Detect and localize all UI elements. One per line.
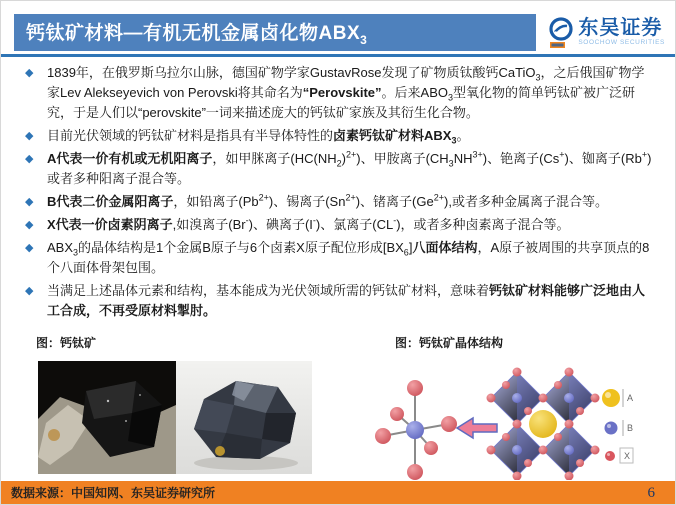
legend-item-x — [605, 448, 633, 463]
data-source-text: 数据来源：中国知网、东吴证券研究所 — [11, 486, 216, 500]
bullet-list — [23, 63, 655, 324]
figure-caption-structure: 图：钙钛矿晶体结构 — [395, 336, 504, 350]
logo-en: SOOCHOW SECURITIES — [578, 39, 665, 46]
bullet-item — [23, 63, 655, 123]
a-site-sphere — [529, 410, 557, 438]
bullet-text: X代表一价卤素阴离子,如溴离子(Br-)、碘离子(I-)、氯离子(CL-)，或者多种卤素离子混合等。 — [47, 215, 570, 232]
page-title: 钙钛矿材料—有机无机金属卤化物$ABX_3$ — [26, 23, 368, 47]
footer-bar — [1, 481, 676, 504]
diamond-bullet-icon: ◆ — [25, 219, 34, 231]
soochow-logo-icon — [547, 17, 575, 56]
diamond-bullet-icon: ◆ — [25, 285, 34, 297]
bullet-text: 目前光伏领域的钙钛矿材料是指具有半导体特性的卤素钙钛矿材料$ABX_3$。 — [47, 128, 470, 146]
mineral-photo-light — [176, 361, 312, 474]
brand-logo — [547, 17, 665, 56]
logo-text — [578, 17, 665, 46]
header-bar — [14, 14, 536, 51]
bullet-item — [23, 281, 655, 321]
bullet-item — [23, 215, 655, 235]
perovskite-mineral-photos — [38, 361, 312, 479]
bx6-octahedron-unit — [375, 380, 457, 480]
figure-caption-mineral: 图：钙钛矿 — [36, 336, 97, 350]
diamond-bullet-icon: ◆ — [25, 67, 34, 79]
page-number: 6 — [647, 485, 655, 501]
mineral-photo-dark — [38, 361, 176, 474]
bullet-text: A代表一价有机或无机阳离子，如甲脒离子$(HC(NH_2)^{2+})$、甲胺离子$(CH_3NH^{3+})$、铯离子(Cs+)、铷离子(Rb+)或者多种阳离子混合等。 — [47, 149, 652, 186]
perovskite-lattice — [487, 368, 600, 481]
bullet-text: B代表二价金属阳离子，如铅离子$(Pb^{2+})$、锡离子$(Sn^{2+})$、锗离子$(Ge^{2+})$,或者多种金属离子混合等。 — [47, 192, 608, 209]
structure-legend — [602, 389, 633, 463]
bullet-text: 1839年，在俄罗斯乌拉尔山脉，德国矿物学家GustavRose发现了矿物质钛酸钙CaTiO$_3$，之后俄国矿物学家Lev Alekseyevich von Perovski将其命名为“Perovskite”。后来$ABO_3$型氧化物的简单钙钛矿被广泛研究，于是人们以“perovskite”一词来描述庞大的钙钛矿家族及其衍生化合物。 — [47, 65, 645, 120]
svg-text:A: A — [627, 393, 634, 403]
logo-cn: 东吴证券 — [578, 17, 663, 39]
legend-item-b — [605, 420, 634, 436]
diamond-bullet-icon: ◆ — [25, 153, 34, 165]
bullet-item — [23, 126, 655, 146]
bullet-item — [23, 238, 655, 278]
svg-text:B: B — [627, 423, 634, 433]
diamond-bullet-icon: ◆ — [25, 130, 34, 142]
bullet-item — [23, 192, 655, 212]
bullet-item — [23, 149, 655, 189]
header-accent-line — [1, 54, 676, 57]
crystal-structure-figure — [375, 364, 645, 485]
legend-item-a — [602, 389, 633, 407]
svg-text:X: X — [624, 451, 631, 461]
diamond-bullet-icon: ◆ — [25, 242, 34, 254]
bullet-text: $ABX_3$的晶体结构是1个金属B原子与6个卤素X原子配位形成$[BX_6]$八面体结构，A原子被周围的共享顶点的8个八面体骨架包围。 — [47, 240, 650, 275]
diamond-bullet-icon: ◆ — [25, 196, 34, 208]
bullet-text: 当满足上述晶体元素和结构，基本能成为光伏领域所需的钙钛矿材料，意味着钙钛矿材料能够广泛地由人工合成，不再受原材料掣肘。 — [47, 283, 646, 318]
arrow-left-icon — [457, 418, 497, 438]
